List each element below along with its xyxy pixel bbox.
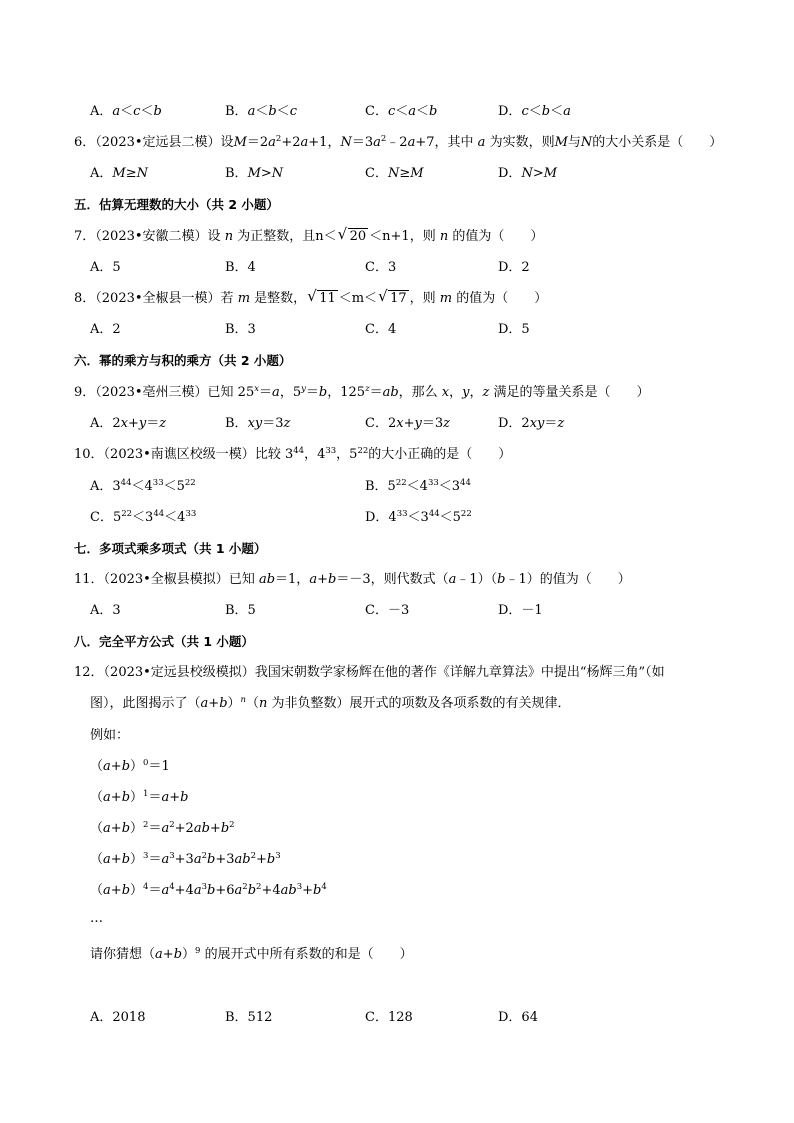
expansion-3: $(a+b)^3=a^3+3a^2b+3ab^2+b^3$: [90, 851, 281, 867]
q5-option-d[interactable]: D．c＜b＜a: [498, 104, 571, 119]
example-label: 例如：: [90, 728, 130, 743]
q12-option-d[interactable]: D．64: [498, 1010, 538, 1025]
q8-option-a[interactable]: A．2: [90, 322, 121, 337]
q11-option-a[interactable]: A．3: [90, 603, 121, 618]
q9-option-b[interactable]: B．xy＝3z: [225, 416, 291, 431]
q6-option-d[interactable]: D．N>M: [498, 166, 558, 181]
q5-option-c[interactable]: C．c＜a＜b: [365, 104, 438, 119]
q9-option-d[interactable]: D．2xy＝z: [498, 416, 565, 431]
q5-option-b[interactable]: B．a＜b＜c: [225, 104, 297, 119]
q9-option-a[interactable]: A．2x+y＝z: [90, 416, 167, 431]
question-7: 7．（2023•安徽二模）设 n 为正整数，且n＜ √ 20 ＜n+1，则 n 的值为（ ）: [74, 225, 544, 244]
q11-option-c[interactable]: C．－3: [365, 603, 410, 618]
q5-option-a[interactable]: A．a＜c＜b: [90, 104, 162, 119]
q11-option-b[interactable]: B．5: [225, 603, 256, 618]
expansion-4: $(a+b)^4=a^4+4a^3b+6a^2b^2+4ab^3+b^4$: [90, 882, 327, 898]
q7-option-b[interactable]: B．4: [225, 260, 256, 275]
q10-option-b[interactable]: B．$5^{22}<4^{33}<3^{44}$: [365, 478, 471, 494]
q12-option-b[interactable]: B．512: [225, 1010, 273, 1025]
q12-option-c[interactable]: C．128: [365, 1010, 413, 1025]
question-6: 6．（2023•定远县二模）设$M=2a^2+2a+1$，$N=3a^2﹣2a+7$，其中 a 为实数，则M与N的大小关系是（ ）: [74, 134, 723, 150]
expansion-2: $(a+b)^2=a^2+2ab+b^2$: [90, 820, 235, 836]
q6-option-c[interactable]: C．N≥M: [365, 166, 424, 181]
q8-option-c[interactable]: C．4: [365, 322, 397, 337]
q9-option-c[interactable]: C．2x+y＝3z: [365, 416, 450, 431]
q8-option-d[interactable]: D．5: [498, 322, 530, 337]
q10-option-c[interactable]: C．$5^{22}<3^{44}<4^{33}$: [90, 509, 197, 525]
ellipsis: …: [90, 911, 103, 926]
q10-option-a[interactable]: A．$3^{44}<4^{33}<5^{22}$: [90, 478, 196, 494]
q10-option-d[interactable]: D．$4^{33}<3^{44}<5^{22}$: [365, 509, 472, 525]
question-9: 9．（2023•亳州三模）已知 $25^x=a$，$5^y=b$，$125^z=ab$，那么 x，y，z 满足的等量关系是（ ）: [74, 384, 650, 400]
q11-option-d[interactable]: D．－1: [498, 603, 543, 618]
q6-option-a[interactable]: A．M≥N: [90, 166, 148, 181]
q7-option-c[interactable]: C．3: [365, 260, 397, 275]
section-heading-7: 七．多项式乘多项式（共 1 小题）: [74, 541, 267, 556]
q7-option-a[interactable]: A．5: [90, 260, 121, 275]
expansion-0: $(a+b)^0=1$: [90, 758, 170, 774]
expansion-1: $(a+b)^1=a+b$: [90, 789, 189, 805]
section-heading-8: 八．完全平方公式（共 1 小题）: [74, 634, 254, 649]
sqrt-11: √ 11: [307, 287, 336, 306]
q6-option-b[interactable]: B．M>N: [225, 166, 284, 181]
q12-option-a[interactable]: A．2018: [90, 1010, 146, 1025]
q8-option-b[interactable]: B．3: [225, 322, 256, 337]
question-11: 11．（2023•全椒县模拟）已知 ab＝1，a+b＝－3，则代数式（a﹣1）（b﹣1）的值为（ ）: [74, 572, 631, 587]
q7-option-d[interactable]: D．2: [498, 260, 530, 275]
question-8: 8．（2023•全椒县一模）若 m 是整数， √ 11 ＜m＜ √ 17 ，则 m 的值为（ ）: [74, 287, 548, 306]
section-heading-5: 五．估算无理数的大小（共 2 小题）: [74, 197, 279, 212]
section-heading-6: 六．幂的乘方与积的乘方（共 2 小题）: [74, 353, 292, 368]
question-10: 10．（2023•南谯区校级一模）比较 $3^{44}$，$4^{33}$，$5^{22}$的大小正确的是（ ）: [74, 446, 512, 462]
question-12-line-1: 12．（2023•定远县校级模拟）我国宋朝数学家杨辉在他的著作《详解九章算法》中提出“杨辉三角”（如: [74, 665, 665, 680]
question-12-line-2: 图），此图揭示了$(a+b)^n(n$ 为非负整数）展开式的项数及各项系数的有关规律．: [90, 695, 571, 711]
sqrt-17: √ 17: [378, 287, 407, 306]
sqrt-20: √ 20: [337, 225, 367, 244]
question-12-prompt: 请你猜想$(a+b)^9$ 的展开式中所有系数的和是（ ）: [90, 946, 413, 962]
